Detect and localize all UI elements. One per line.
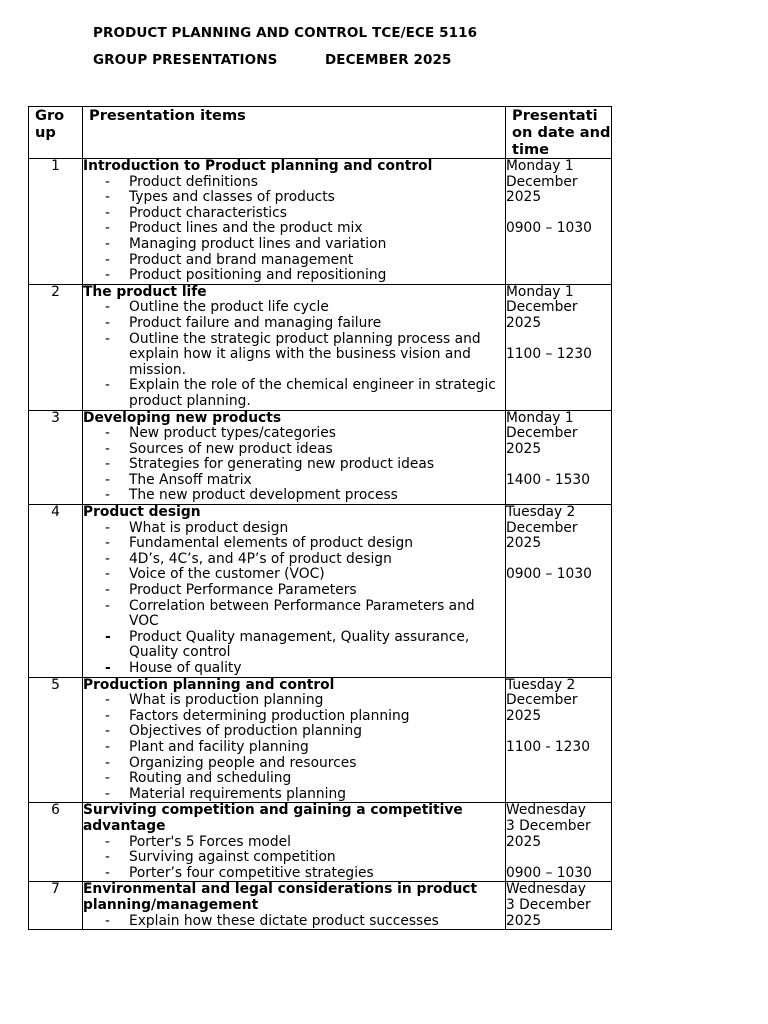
- group-number: 2: [29, 284, 83, 410]
- date-line: December: [506, 692, 578, 709]
- presentation-date-cell: [506, 505, 612, 678]
- date-line: Tuesday 2: [506, 676, 576, 693]
- subtitle-date: DECEMBER 2025: [325, 52, 452, 68]
- list-item: - Product Quality management, Quality assurance, Quality control: [83, 630, 505, 661]
- date-line: Wednesday: [506, 802, 586, 819]
- table-row: [29, 803, 612, 882]
- table-row: [29, 882, 612, 930]
- list-item: - 4D’s, 4C’s, and 4P’s of product design: [83, 552, 505, 568]
- list-item: - Correlation between Performance Parameters and VOC: [83, 599, 505, 630]
- list-item: - Strategies for generating new product ideas: [83, 457, 505, 473]
- list-item: - Explain the role of the chemical engineer in strategic product planning.: [83, 378, 505, 409]
- list-item: - What is production planning: [83, 693, 505, 709]
- topic-item-list: [83, 175, 505, 284]
- column-header-date: Presentati on date and time: [506, 107, 612, 159]
- presentation-date-cell: [506, 159, 612, 285]
- group-number: 6: [29, 803, 83, 882]
- date-line: 2025: [506, 833, 542, 850]
- list-item: - Sources of new product ideas: [83, 442, 505, 458]
- presentation-schedule-table: [28, 106, 612, 930]
- list-item: - Porter’s four competitive strategies: [83, 866, 505, 882]
- list-item: - Factors determining production planning: [83, 709, 505, 725]
- list-item: - Product lines and the product mix: [83, 221, 505, 237]
- list-item: - Product Performance Parameters: [83, 583, 505, 599]
- group-number: 4: [29, 505, 83, 678]
- time-slot: 0900 – 1030: [506, 220, 592, 237]
- column-header-items: Presentation items: [83, 107, 506, 159]
- date-line: Tuesday 2: [506, 504, 576, 521]
- table-row: [29, 410, 612, 505]
- list-item: - Outline the strategic product planning process and explain how it aligns with the business vision and mission.: [83, 332, 505, 379]
- presentation-date-cell: [506, 284, 612, 410]
- topic-title: Surviving competition and gaining a competitive advantage: [83, 802, 463, 834]
- list-item: - Product characteristics: [83, 206, 505, 222]
- topic-item-list: [83, 426, 505, 504]
- list-item: - Product failure and managing failure: [83, 316, 505, 332]
- list-item: - Routing and scheduling: [83, 771, 505, 787]
- presentation-items-cell: [83, 882, 506, 930]
- topic-title: Product design: [83, 504, 201, 521]
- list-item: - New product types/categories: [83, 426, 505, 442]
- list-item: - House of quality: [83, 661, 505, 677]
- time-slot: 1100 – 1230: [506, 346, 592, 363]
- date-line: 2025: [506, 912, 542, 929]
- list-item: - Voice of the customer (VOC): [83, 567, 505, 583]
- group-number: 7: [29, 882, 83, 930]
- time-slot: 1100 - 1230: [506, 738, 590, 755]
- topic-title: Production planning and control: [83, 676, 335, 693]
- table-row: [29, 159, 612, 285]
- date-line: 3 December: [506, 817, 591, 834]
- list-item: - Plant and facility planning: [83, 740, 505, 756]
- group-number: 1: [29, 159, 83, 285]
- topic-item-list: [83, 914, 505, 930]
- topic-title: The product life: [83, 283, 207, 300]
- date-line: 2025: [506, 535, 542, 552]
- list-item: - Product definitions: [83, 175, 505, 191]
- topic-item-list: [83, 300, 505, 409]
- presentation-items-cell: [83, 677, 506, 803]
- time-slot: 0900 – 1030: [506, 566, 592, 583]
- presentation-items-cell: [83, 410, 506, 505]
- topic-item-list: [83, 693, 505, 802]
- date-line: 2025: [506, 440, 542, 457]
- document-title: PRODUCT PLANNING AND CONTROL TCE/ECE 5116: [93, 25, 478, 41]
- list-item: - Types and classes of products: [83, 190, 505, 206]
- table-row: [29, 505, 612, 678]
- list-item: - Product and brand management: [83, 253, 505, 269]
- list-item: - The new product development process: [83, 488, 505, 504]
- list-item: - The Ansoff matrix: [83, 473, 505, 489]
- subtitle-label: GROUP PRESENTATIONS: [93, 52, 278, 68]
- presentation-date-cell: [506, 882, 612, 930]
- presentation-items-cell: [83, 159, 506, 285]
- list-item: - Fundamental elements of product design: [83, 536, 505, 552]
- list-item: - Organizing people and resources: [83, 756, 505, 772]
- list-item: - Product positioning and repositioning: [83, 268, 505, 284]
- table-row: [29, 677, 612, 803]
- list-item: - Outline the product life cycle: [83, 300, 505, 316]
- date-line: December: [506, 425, 578, 442]
- presentation-items-cell: [83, 284, 506, 410]
- list-item: - Objectives of production planning: [83, 724, 505, 740]
- presentation-items-cell: [83, 505, 506, 678]
- group-number: 5: [29, 677, 83, 803]
- topic-title: Environmental and legal considerations in product planning/management: [83, 881, 478, 913]
- topic-item-list: [83, 521, 505, 677]
- date-line: Monday 1: [506, 409, 574, 426]
- list-item: - Managing product lines and variation: [83, 237, 505, 253]
- list-item: - Explain how these dictate product successes: [83, 914, 505, 930]
- document-subtitle: [93, 52, 452, 68]
- list-item: - Porter's 5 Forces model: [83, 835, 505, 851]
- presentation-date-cell: [506, 410, 612, 505]
- date-line: 2025: [506, 189, 542, 206]
- time-slot: 1400 - 1530: [506, 471, 590, 488]
- presentation-date-cell: [506, 803, 612, 882]
- date-line: Monday 1: [506, 158, 574, 174]
- table-header-row: [29, 107, 612, 159]
- topic-item-list: [83, 835, 505, 882]
- column-header-group: Gro up: [29, 107, 83, 159]
- date-line: Monday 1: [506, 283, 574, 300]
- presentation-items-cell: [83, 803, 506, 882]
- date-line: December: [506, 299, 578, 316]
- group-number: 3: [29, 410, 83, 505]
- date-line: 2025: [506, 707, 542, 724]
- table-row: [29, 284, 612, 410]
- presentation-date-cell: [506, 677, 612, 803]
- list-item: - What is product design: [83, 521, 505, 537]
- topic-title: Developing new products: [83, 409, 282, 426]
- date-line: 2025: [506, 314, 542, 331]
- time-slot: 0900 – 1030: [506, 864, 592, 881]
- date-line: Wednesday: [506, 881, 586, 898]
- date-line: December: [506, 173, 578, 190]
- list-item: - Material requirements planning: [83, 787, 505, 803]
- topic-title: Introduction to Product planning and control: [83, 158, 433, 174]
- date-line: 3 December: [506, 896, 591, 913]
- date-line: December: [506, 519, 578, 536]
- list-item: - Surviving against competition: [83, 850, 505, 866]
